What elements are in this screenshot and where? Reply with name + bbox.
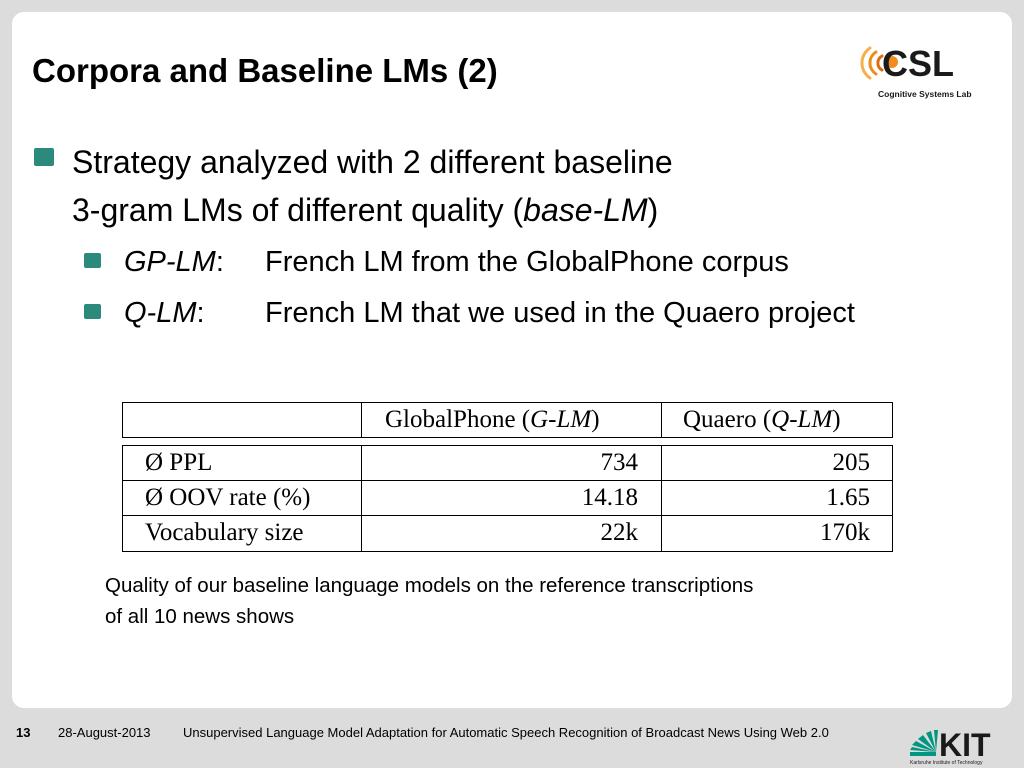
- table-header: [122, 402, 893, 438]
- bullet-square-icon: [34, 148, 54, 166]
- cell-q-value: 170k: [820, 519, 870, 546]
- sub-bullet-square-icon: [84, 304, 101, 319]
- sub-bullet-label: Q-LM:: [124, 297, 205, 329]
- table-body: [122, 445, 893, 552]
- main-bullet-text: [72, 138, 673, 234]
- caption-line2: of all 10 news shows: [105, 605, 295, 628]
- slide-title: Corpora and Baseline LMs (2): [32, 52, 498, 89]
- row-label: Vocabulary size: [145, 519, 304, 546]
- cell-q-value: 205: [832, 449, 870, 476]
- csl-logo-text: CSL: [882, 43, 954, 84]
- sub-bullet-square-icon: [84, 253, 101, 268]
- sub-bullet-text: French LM from the GlobalPhone corpus: [265, 246, 789, 278]
- csl-logo-subtitle: Cognitive Systems Lab: [878, 89, 972, 99]
- main-bullet-line1: Strategy analyzed with 2 different baseline: [72, 144, 673, 180]
- sub-bullet-q-lm: [84, 293, 984, 333]
- footer-title: Unsupervised Language Model Adaptation for Automatic Speech Recognition of Broadcast News Using Web 2.0: [183, 725, 829, 740]
- lm-quality-table: [122, 402, 893, 552]
- main-bullet-line2: 3-gram LMs of different quality (base-LM): [72, 192, 659, 228]
- table-caption: [105, 570, 945, 632]
- cell-gp-value: 22k: [600, 519, 638, 546]
- csl-logo-arcs: [862, 48, 882, 78]
- sub-bullet-text: French LM that we used in the Quaero project: [265, 297, 855, 329]
- header-globalphone: GlobalPhone (G-LM): [385, 406, 600, 433]
- sub-bullet-gp-lm: [84, 242, 984, 282]
- page-number: 13: [16, 725, 31, 740]
- cell-q-value: 1.65: [826, 484, 870, 511]
- row-label: Ø OOV rate (%): [145, 484, 311, 511]
- slide-footer: [0, 716, 1024, 768]
- kit-logo-subtitle: Karlsruhe Institute of Technology: [910, 760, 983, 766]
- row-label: Ø PPL: [145, 449, 213, 476]
- kit-logo-fan-icon: [910, 730, 938, 756]
- header-quaero: Quaero (Q-LM): [683, 406, 841, 433]
- csl-logo: [848, 34, 988, 104]
- kit-logo-text: KIT: [939, 727, 991, 763]
- cell-gp-value: 14.18: [581, 484, 638, 511]
- sub-bullet-label: GP-LM:: [124, 246, 224, 278]
- caption-line1: Quality of our baseline language models on the reference transcriptions: [105, 574, 754, 597]
- footer-date: 28-August-2013: [58, 725, 151, 740]
- cell-gp-value: 734: [600, 449, 638, 476]
- kit-logo: [906, 716, 1014, 766]
